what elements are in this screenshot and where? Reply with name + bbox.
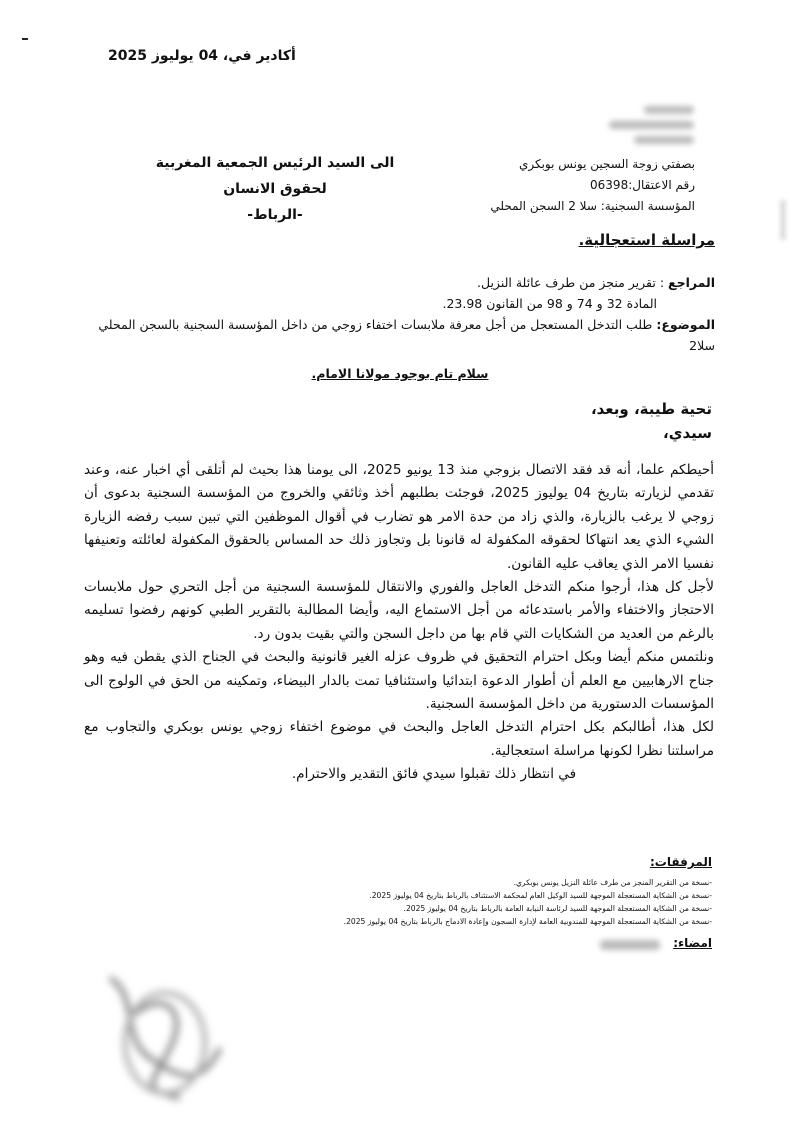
greeting-line-2: سيدي، [663, 424, 712, 442]
recipient-line-1: الى السيد الرئيس الجمعية المغربية لحقوق الانسان [155, 155, 395, 197]
letter-date: أكادير في، 04 يوليوز 2025 [108, 48, 296, 64]
recipient-line-2: -الرباط- [247, 207, 303, 223]
sender-line-3: المؤسسة السجنية: سلا 2 السجن المحلي [490, 199, 695, 213]
body-paragraph-1: أحيطكم علما، أنه قد فقد الاتصال بزوجي منذ 13 يونيو 2025، الى يومنا هذا بحيث لم أتلقى أي اخبار عنه، وعند تقدمي لزيارته بتاريخ 04 يوليوز 2025، فوجئت بطلبهم أخذ وثائقي والخروج من المؤسسة السجنية بدعوى أن زوجي لا يرغب بالزيارة، والذي زاد من حدة الامر هو تضارب في أقوال الموظفين التي تبين سبب رفضه الزيارة الشيء الذي يعد انتهاكا لحقوقه المكفولة له قانونا بل وتجاوز ذلك حد المساس بالحقوق المكفولة لعائلته وتعنيفها نفسيا الامر الذي يعاقب عليه القانون. [84, 462, 715, 572]
body-paragraph-3: ونلتمس منكم أيضا وبكل احترام التحقيق في ظروف عزله الغير قانونية والبحث في الجناح الذي يقطن فيه وهو جناح الارهابيين مع العلم أن أطوار الدعوة ابتدائيا واستئنافيا تمت بالدار البيضاء، وتمكينه من الحق في الولوج الى المؤسسات الدستورية من داخل المؤسسة السجنية. [84, 649, 714, 713]
sender-line-1: بصفتي زوجة السجين يونس بوبكري [518, 157, 695, 171]
greeting-block [591, 397, 712, 445]
attachments-list [152, 876, 712, 928]
reference-line-1 [75, 272, 715, 293]
edge-scan-mark [780, 200, 786, 240]
subject-line [75, 314, 715, 356]
subject-title: مراسلة استعجالية. [578, 231, 715, 249]
signature-label: امضاء: [673, 936, 712, 950]
references-label: المراجع [668, 275, 715, 290]
body-paragraph-2: لأجل كل هذا، أرجوا منكم التدخل العاجل والفوري والانتقال للمؤسسة السجنية من أجل التحري حول ملابسات الاحتجاز والاختفاء والأمر باستدعائه من أجل الاستماع اليه، وأيضا المطالبة بالتقرير الطبي كونهم رفضوا تسليمه بالرغم من العديد من الشكايات التي قام بها من داجل السجن والتي بقيت بدون رد. [84, 579, 714, 642]
references-block [75, 272, 715, 356]
body-paragraph-4: لكل هذا، أطالبكم بكل احترام التدخل العاجل والبحث في موضوع اختفاء زوجي يونس بوبكري والتجاوب مع مراسلتنا نظرا لكونها مراسلة استعجالية. [84, 719, 714, 759]
recipient-block [140, 150, 410, 228]
letter-body [84, 459, 714, 787]
redacted-signature-image [80, 958, 250, 1108]
reference-line-2: المادة 32 و 74 و 98 من القانون 23.98. [442, 296, 657, 311]
redacted-signer-name [600, 940, 660, 950]
reference-text-1: : تقرير منجز من طرف عائلة النزيل. [477, 275, 669, 290]
greeting-line-1: تحية طيبة، وبعد، [590, 400, 712, 418]
attachment-item: -نسخة من الشكاية المستعجلة الموجهة للمندوبية العامة لإدارة السجون وإعادة الادماج بالرباط بتاريخ 04 يوليوز 2025. [343, 917, 712, 926]
closing-line: في انتظار ذلك تقبلوا سيدي فائق التقدير والاحترام. [291, 766, 577, 783]
attachment-item: -نسخة من الشكاية المستعجلة الموجهة للسيد لرئاسة النيابة العامة بالرباط بتاريخ 04 يوليوز 2025. [403, 904, 712, 913]
attachment-item: -نسخة من التقرير المنجز من طرف عائلة النزيل يونس بوبكري. [513, 878, 712, 887]
margin-mark [22, 38, 28, 40]
sender-block [430, 98, 695, 217]
attachments-title: المرفقات: [650, 855, 712, 869]
subject-label: الموضوع: [656, 317, 715, 332]
attachment-item: -نسخة من الشكاية المستعجلة الموجهة للسيد الوكيل العام لمحكمة الاستئناف بالرباط بتاريخ 04 يوليوز 2025. [369, 891, 712, 900]
subject-text: طلب التدخل المستعجل من أجل معرفة ملابسات اختفاء زوجي من داخل المؤسسة السجنية بالسجن المحلي سلا2 [98, 317, 715, 353]
salutation: سلام تام بوجود مولانا الامام. [311, 366, 489, 381]
sender-line-2: رقم الاعتقال:06398 [590, 178, 695, 192]
